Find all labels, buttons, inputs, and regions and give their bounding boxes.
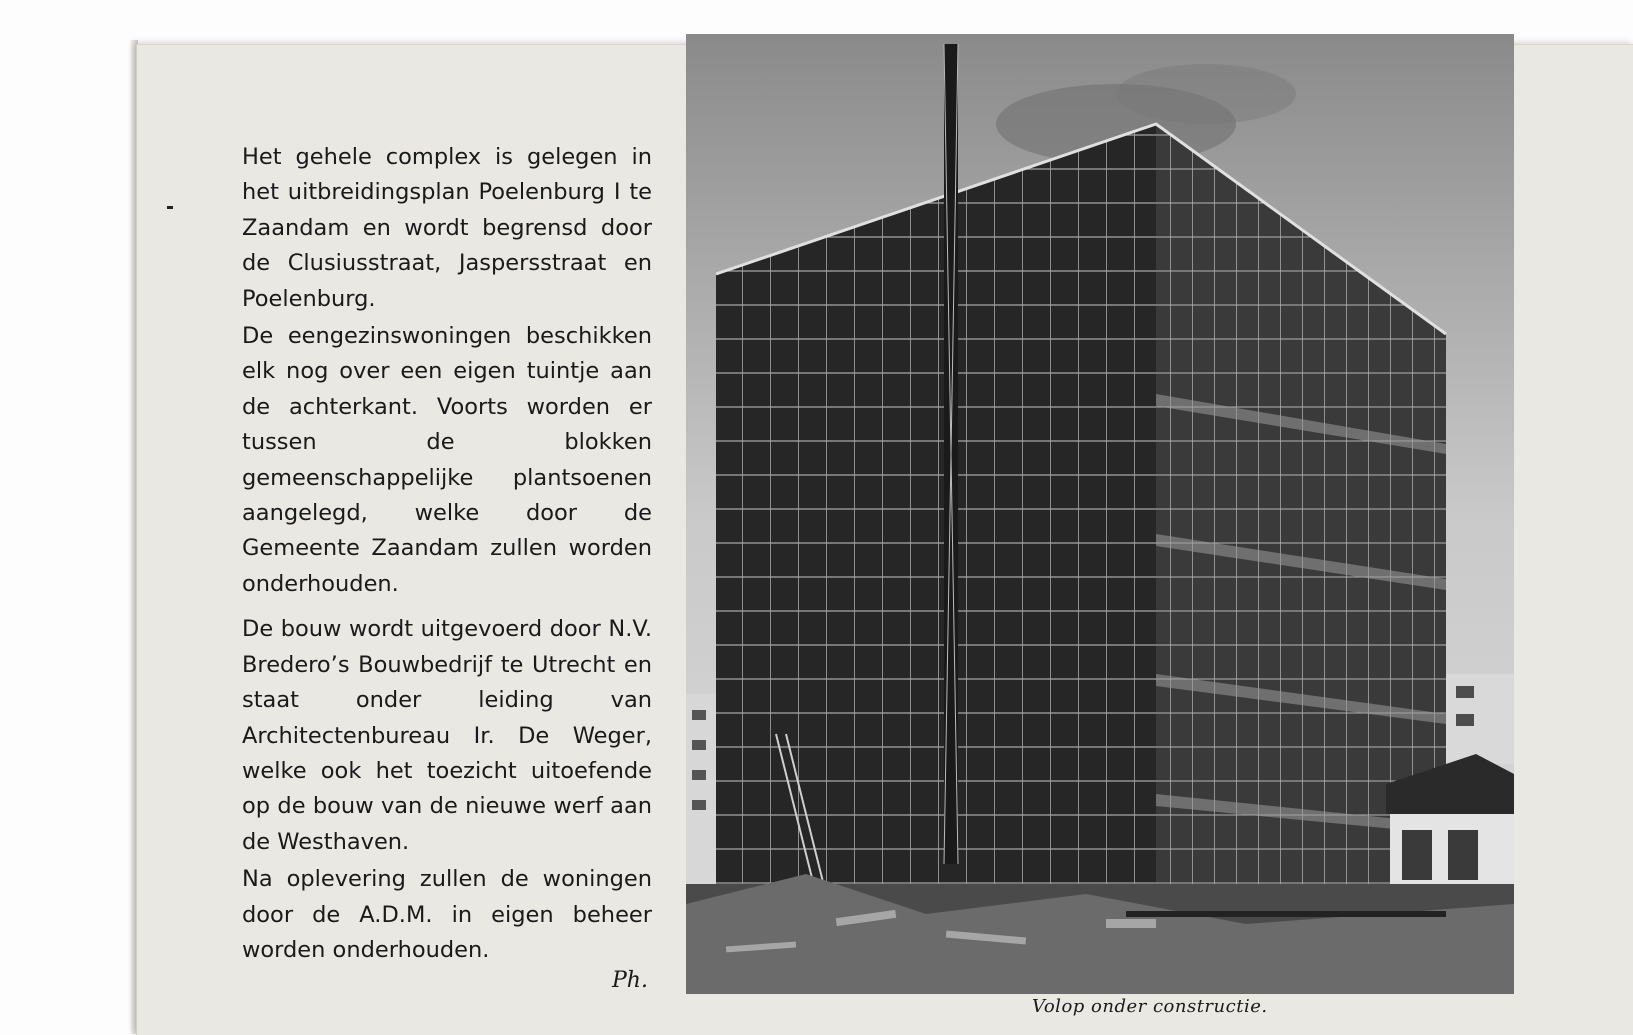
paragraph-maintenance: Na oplevering zullen de woningen door de A.D.M. in eigen beheer worden onderhouden.: [242, 866, 652, 963]
print-mark: [167, 206, 173, 209]
author-signature: Ph.: [612, 968, 648, 993]
paragraph-gardens: De eengezinswoningen beschikken elk nog over een eigen tuintje aan de achterkant. Voorts worden er tussen de blokken gemeenschappelijke plantsoenen aangelegd, welke door de Gemeente Zaandam zullen worden onderhouden.: [242, 323, 652, 597]
article-text: [242, 140, 652, 968]
paragraph-location: Het gehele complex is gelegen in het uitbreidingsplan Poelenburg I te Zaandam en wordt begrensd door de Clusiusstraat, Jaspersstraat en Poelenburg.: [242, 144, 652, 312]
paragraph-construction: De bouw wordt uitgevoerd door N.V. Bredero’s Bouwbedrijf te Utrecht en staat onder leiding van Architectenbureau Ir. De Weger, welke ook het toezicht uitoefende op de bouw van de nieuwe werf aan de Westhaven.: [242, 616, 652, 855]
building-under-construction-photo: [686, 34, 1514, 994]
photo-caption: Volop onder constructie.: [1032, 996, 1268, 1017]
